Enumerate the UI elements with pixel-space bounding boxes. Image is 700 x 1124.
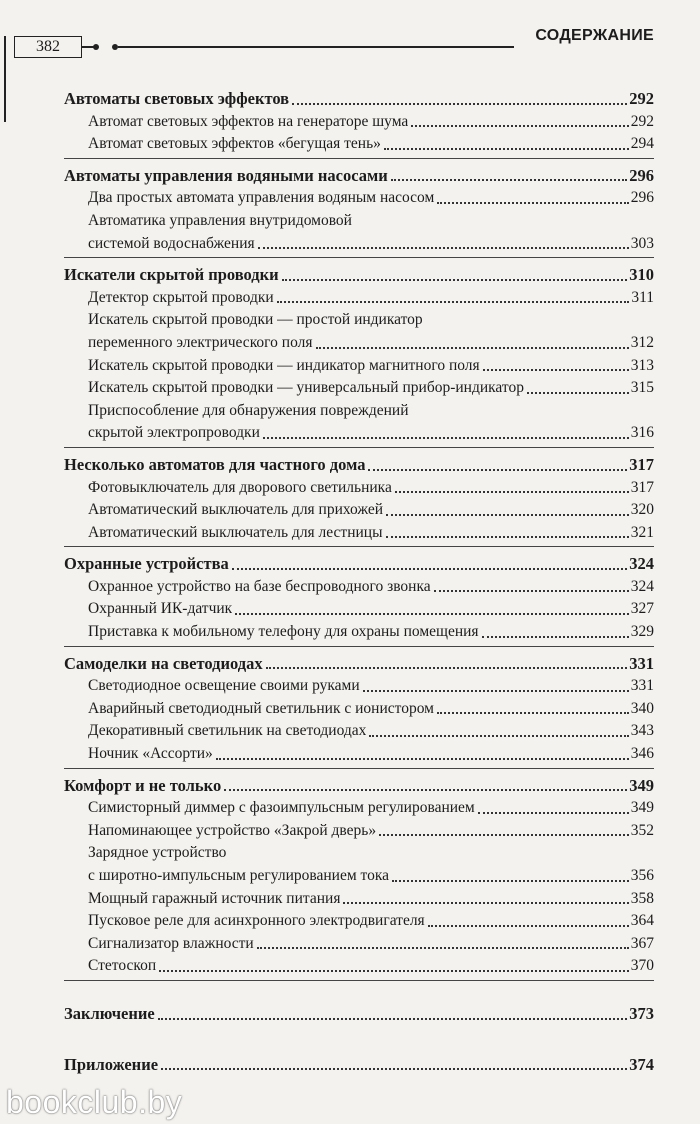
toc-entry <box>64 287 654 310</box>
dot-leader <box>277 301 630 303</box>
toc-entry <box>64 621 654 644</box>
header-rule <box>118 46 514 48</box>
toc-entry <box>64 477 654 500</box>
toc-entry <box>64 698 654 721</box>
dot-leader <box>395 491 629 493</box>
toc-entry-line: Зарядное устройство <box>88 844 227 862</box>
page-number: 382 <box>14 36 82 58</box>
toc-section <box>64 264 654 448</box>
toc-chapter-title: Охранные устройства <box>64 554 229 574</box>
toc-entry <box>64 332 654 355</box>
page-ref: 320 <box>630 501 654 519</box>
toc-chapter <box>64 165 654 188</box>
toc-entry <box>64 422 654 445</box>
toc-entry-title: Автоматический выключатель для лестницы <box>88 523 383 541</box>
page-ref: 349 <box>629 775 654 795</box>
toc-entry-title: Пусковое реле для асинхронного электродвигателя <box>88 912 425 930</box>
toc-entry-title: Стетоскоп <box>88 957 157 975</box>
dot-leader <box>478 812 629 814</box>
page-header <box>0 0 700 60</box>
toc-chapter <box>64 653 654 676</box>
toc-entry-title: Детектор скрытой проводки <box>88 288 274 306</box>
toc-chapter-title: Автоматы управления водяными насосами <box>64 165 388 185</box>
dot-leader <box>368 469 627 471</box>
page-ref: 374 <box>629 1054 654 1074</box>
toc-entry-title: Фотовыключатель для дворового светильника <box>88 478 392 496</box>
toc-entry <box>64 377 654 400</box>
page-ref: 312 <box>630 333 654 351</box>
toc-chapter-title: Автоматы световых эффектов <box>64 89 290 108</box>
page-ref: 317 <box>630 478 654 496</box>
toc-entry-title: Искатель скрытой проводки — индикатор магнитного поля <box>88 356 480 374</box>
toc-section <box>64 653 654 769</box>
toc-entry <box>64 888 654 911</box>
page-ref: 324 <box>630 577 654 595</box>
toc-entry-line: Автоматика управления внутридомовой <box>88 211 352 229</box>
toc-entry-title: Симисторный диммер с фазоимпульсным регулированием <box>88 799 475 817</box>
toc-entry-title: с широтно-импульсным регулированием тока <box>88 867 390 884</box>
page-ref: 296 <box>629 165 654 185</box>
toc-entry-line: Приспособление для обнаружения повреждений <box>88 401 409 419</box>
dot-leader <box>379 834 629 836</box>
toc-entry-title: Сигнализатор влажности <box>88 934 254 952</box>
toc-entry-title: Ночник «Ассорти» <box>88 745 213 763</box>
dot-leader <box>527 392 629 394</box>
dot-leader <box>437 202 628 204</box>
page-ref: 343 <box>630 722 654 740</box>
dot-leader <box>483 369 629 371</box>
dot-leader <box>386 514 629 516</box>
header-dot <box>93 44 99 50</box>
page-ref: 294 <box>630 135 654 153</box>
toc-entry-title: Два простых автомата управления водяным насосом <box>88 189 435 207</box>
dot-leader <box>224 789 627 791</box>
dot-leader <box>257 947 629 949</box>
toc-section <box>64 1054 654 1079</box>
toc-chapter <box>64 88 654 111</box>
page-ref: 356 <box>630 867 654 884</box>
toc-chapter-title: Приложение <box>64 1054 159 1074</box>
dot-leader <box>386 536 629 538</box>
toc-section <box>64 454 654 547</box>
toc-chapter-title: Заключение <box>64 1003 155 1023</box>
page-ref: 331 <box>629 653 654 673</box>
page-ref: 370 <box>630 957 654 975</box>
toc-chapter-title: Несколько автоматов для частного дома <box>64 454 366 474</box>
running-title: СОДЕРЖАНИЕ <box>535 27 654 44</box>
page-ref: 292 <box>630 112 654 130</box>
dot-leader <box>391 179 627 181</box>
page-ref: 292 <box>629 89 654 108</box>
toc-entry-title: Декоративный светильник на светодиодах <box>88 722 367 740</box>
toc-chapter <box>64 264 654 287</box>
watermark: bookclub.by <box>6 1084 183 1120</box>
toc-section <box>64 775 654 981</box>
toc-section <box>64 88 654 159</box>
dot-leader <box>159 970 629 972</box>
page-ref: 313 <box>630 356 654 374</box>
toc-chapter-title: Комфорт и не только <box>64 775 222 795</box>
toc-section <box>64 165 654 258</box>
toc-entry <box>64 233 654 256</box>
page-ref: 296 <box>630 189 654 207</box>
toc-chapter <box>64 1003 654 1026</box>
dot-leader <box>266 667 628 669</box>
toc-entry <box>64 111 654 134</box>
dot-leader <box>282 279 628 281</box>
page-ref: 364 <box>630 912 654 930</box>
page-ref: 316 <box>630 424 654 442</box>
toc-entry <box>64 522 654 545</box>
toc-chapter-title: Искатели скрытой проводки <box>64 265 279 285</box>
toc-entry <box>64 955 654 978</box>
dot-leader <box>216 758 629 760</box>
dot-leader <box>437 712 629 714</box>
toc-entry <box>64 865 654 888</box>
toc-entry-title: Мощный гаражный источник питания <box>88 889 341 907</box>
dot-leader <box>292 103 627 105</box>
dot-leader <box>232 568 627 570</box>
page-ref: 346 <box>630 745 654 763</box>
toc-entry <box>64 933 654 956</box>
dot-leader <box>434 590 629 592</box>
page-ref: 358 <box>630 889 654 907</box>
toc-entry-title: Автомат световых эффектов на генераторе шума <box>88 112 409 130</box>
toc-entry-title: Искатель скрытой проводки — универсальный прибор-индикатор <box>88 379 524 397</box>
toc-chapter <box>64 454 654 477</box>
dot-leader <box>369 735 628 737</box>
toc-entry <box>64 910 654 933</box>
toc-entry <box>64 187 654 210</box>
toc-entry-title: Автоматический выключатель для прихожей <box>88 501 384 519</box>
toc-entry <box>64 743 654 766</box>
toc-entry <box>64 598 654 621</box>
toc-entry <box>64 797 654 820</box>
toc-entry <box>64 133 654 156</box>
dot-leader <box>343 902 628 904</box>
toc-entry-title: переменного электрического поля <box>88 333 313 351</box>
toc-chapter-title: Самоделки на светодиодах <box>64 653 263 673</box>
page-ref: 324 <box>629 554 654 574</box>
toc-entry-title: системой водоснабжения <box>88 234 255 252</box>
dot-leader <box>384 148 629 150</box>
dot-leader <box>482 636 629 638</box>
page-ref: 317 <box>629 454 654 474</box>
page-ref: 310 <box>629 265 654 285</box>
dot-leader <box>428 925 629 927</box>
toc-entry-title: Охранное устройство на базе беспроводного звонка <box>88 577 431 595</box>
dot-leader <box>158 1018 628 1020</box>
page-ref: 321 <box>630 523 654 541</box>
page-ref: 331 <box>630 677 654 695</box>
toc-entry-title: Напоминающее устройство «Закрой дверь» <box>88 821 377 839</box>
toc-chapter <box>64 1054 654 1077</box>
toc-chapter <box>64 553 654 576</box>
page-ref: 311 <box>631 288 654 306</box>
page-ref: 367 <box>630 934 654 952</box>
toc-entry-title: скрытой электропроводки <box>88 424 260 442</box>
toc-entry-title: Приставка к мобильному телефону для охраны помещения <box>88 623 479 641</box>
toc-entry <box>64 820 654 843</box>
dot-leader <box>258 247 629 249</box>
page-ref: 349 <box>630 799 654 817</box>
margin-rule <box>4 36 6 122</box>
page-ref: 340 <box>630 699 654 717</box>
toc-entry-title: Автомат световых эффектов «бегущая тень» <box>88 135 381 153</box>
page-ref: 373 <box>629 1003 654 1023</box>
dot-leader <box>263 437 629 439</box>
dot-leader <box>316 347 629 349</box>
toc-entry <box>64 355 654 378</box>
page-ref: 303 <box>630 234 654 252</box>
dot-leader <box>363 690 629 692</box>
toc-entry-title: Аварийный светодиодный светильник с ионистором <box>88 699 434 717</box>
toc-entry <box>64 675 654 698</box>
dot-leader <box>161 1068 627 1070</box>
toc-section <box>64 1003 654 1028</box>
toc-entry-title: Светодиодное освещение своими руками <box>88 677 360 695</box>
page-ref: 352 <box>630 821 654 839</box>
toc-entry <box>64 720 654 743</box>
toc-entry <box>64 499 654 522</box>
table-of-contents <box>64 88 654 1084</box>
dot-leader <box>411 125 628 127</box>
dot-leader <box>392 880 629 882</box>
page-ref: 329 <box>630 623 654 641</box>
page-ref: 327 <box>630 600 654 618</box>
toc-section <box>64 553 654 646</box>
toc-entry-line: Искатель скрытой проводки — простой индикатор <box>88 311 423 329</box>
toc-entry-title: Охранный ИК-датчик <box>88 600 233 618</box>
dot-leader <box>235 613 629 615</box>
toc-chapter <box>64 775 654 798</box>
page-ref: 315 <box>630 379 654 397</box>
toc-entry <box>64 576 654 599</box>
